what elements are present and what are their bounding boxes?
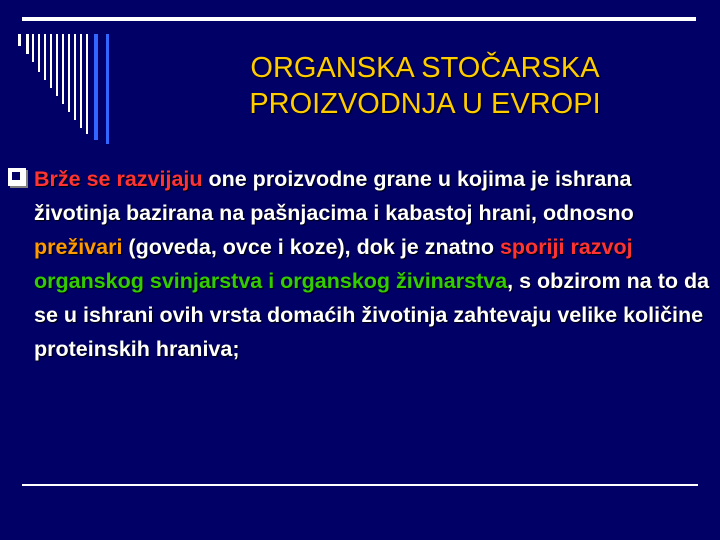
text-segment: preživari — [34, 235, 123, 259]
text-segment: sporiji razvoj — [499, 235, 633, 259]
slide-title — [170, 50, 680, 122]
text-segment: one proizvodne grane u kojima je ishrana životinja bazirana na pašnjacima i kabastoj hrani, odnosno — [34, 167, 634, 225]
title-line-2: PROIZVODNJA U EVROPI — [249, 88, 601, 120]
text-segment: , s obzirom na to da se u ishrani ovih vrsta domaćih životinja zahtevaju velike količine proteinskih hraniva; — [34, 269, 710, 361]
title-line-1: ORGANSKA STOČARSKA — [250, 52, 600, 84]
bullet-text — [34, 162, 719, 366]
bullet-square-icon — [8, 168, 26, 186]
text-segment: Brže se razvijaju — [34, 167, 203, 191]
bottom-rule — [22, 484, 698, 486]
text-segment: organskog svinjarstva i organskog živinarstva — [34, 269, 508, 293]
top-rule — [22, 17, 696, 21]
text-segment: (goveda, ovce i koze), dok je znatno — [122, 235, 500, 259]
